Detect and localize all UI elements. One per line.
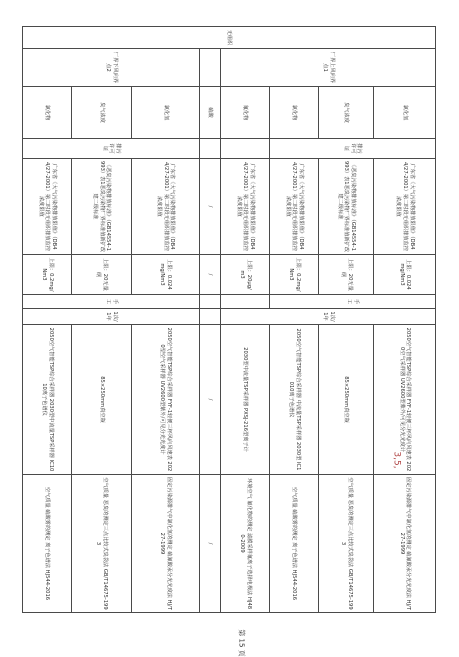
analysis-method-cell: 空气质量 硫酸雾的测定 离子色谱法 HJ544-2016: [269, 475, 318, 613]
limit-cell: 上限：20无量纲: [72, 255, 132, 295]
basis-cell: [221, 139, 270, 159]
limit-cell: 上限：20无量纲: [318, 255, 373, 295]
location-cell: 厂界下风向界点2: [23, 49, 200, 87]
method-type-cell: 手工: [269, 295, 435, 309]
category-cell: 无组织: [23, 27, 436, 49]
standard-cell: 《恶臭污染物排放标准》（GB14554-1993）表1恶臭污染物厂界标准值新扩改建二级标准: [72, 159, 132, 255]
standard-cell: /: [199, 159, 220, 255]
rotated-document-page: [22, 26, 436, 612]
location-cell: [199, 49, 220, 87]
analysis-method-cell: 空气质量 恶臭的测定三点比较式臭袋法 GB/T14675-1993: [318, 475, 373, 613]
standard-cell: 《恶臭污染物排放标准》（GB14554-1993）表1恶臭污染物厂界标准值新扩改建二级标准: [318, 159, 373, 255]
pollutant-cell: 氯化氢: [374, 87, 436, 139]
limit-cell: 上限：20μg/m3: [221, 255, 270, 295]
standard-cell: 广东省《大气污染物排放限值》（DB44/27-2001）第二时段无组织排放监控浓度限值: [23, 159, 72, 255]
standard-cell: 广东省《大气污染物排放限值》（DB44/27-2001）第二时段无组织排放监控浓度限值: [374, 159, 436, 255]
analysis-method-cell: 环境空气 氟化物的测定 滤膜采样氟离子选择电极法 HJ480-2009: [221, 475, 270, 613]
pollutant-cell: 氯化物: [269, 87, 318, 139]
table-row: [131, 27, 199, 613]
frequency-cell: 1次/1年: [23, 309, 200, 325]
analysis-method-cell: 固定污染源排气中氯化氢的测定 硫氰酸汞分光光度法 HJ/T 27-1999: [374, 475, 436, 613]
basis-cell: [199, 139, 220, 159]
instrument-cell: 85×250mm真空瓶: [72, 325, 132, 475]
location-cell: 厂界上风向界点1: [221, 49, 436, 87]
instrument-cell: 2050空气智能TSP综合采样器 FYF-1轻便三杯风向风速表 2020型空气采样器 UV2600型紫外/可见分光光度计: [131, 325, 199, 475]
method-type-cell: [199, 295, 220, 309]
pollutant-cell: 氟化物: [221, 87, 270, 139]
handwritten-mark: 3,5,: [391, 451, 402, 469]
basis-cell: 排污许可证: [23, 139, 200, 159]
basis-cell: 排污许可证: [269, 139, 435, 159]
instrument-cell: 2030型中流量TSP采样器 PXSJ-216型离子计: [221, 325, 270, 475]
analysis-method-cell: 空气质量 硫酸雾的测定 离子色谱法 HJ544-2016: [23, 475, 72, 613]
pollutant-cell: 臭气浓度: [72, 87, 132, 139]
analysis-method-cell: 固定污染源排气中氯化氢的测定 硫氰酸汞分光光度法 HJ/T 27-1999: [131, 475, 199, 613]
limit-cell: 上限：0.2mg/Nm3: [269, 255, 318, 295]
method-type-cell: 手工: [23, 295, 200, 309]
method-type-cell: [221, 295, 270, 309]
pollutant-cell: 硫酸: [199, 87, 220, 139]
analysis-method-cell: 空气质量 恶臭的测定三点比较式臭袋法 GB/T14675-1993: [72, 475, 132, 613]
instrument-cell: 2050空气智能TSP综合采样器 中流量TSP采样器 2030型 IC1010离子色谱仪: [269, 325, 318, 475]
limit-cell: 上限：0.2mg/Nm3: [23, 255, 72, 295]
frequency-cell: [199, 309, 220, 325]
table-row: [374, 27, 436, 613]
pollutant-cell: 氯化氢: [131, 87, 199, 139]
monitoring-table: [22, 26, 436, 613]
instrument-cell: 85×250mm真空瓶: [318, 325, 373, 475]
standard-cell: 广东省《大气污染物排放限值》（DB44/27-2001）第二时段无组织排放监控浓度限值: [269, 159, 318, 255]
standard-cell: 广东省《大气污染物排放限值》（DB44/27-2001）第二时段无组织排放监控浓度限值: [221, 159, 270, 255]
instrument-cell: 2050空气智能TSP综合采样器 FYF-1轻便三杯风向风速表 2020空气采样器 UV2600型紫外/可见分光光度计: [374, 325, 436, 475]
standard-cell: 广东省《大气污染物排放限值》（DB44/27-2001）第二时段无组织排放监控浓度限值: [131, 159, 199, 255]
instrument-cell: /: [199, 325, 220, 475]
table-row: [199, 27, 220, 613]
limit-cell: 上限：0.024mg/Nm3: [374, 255, 436, 295]
page-number: 第 15 页: [237, 629, 246, 657]
pollutant-cell: 臭气浓度: [318, 87, 373, 139]
pollutant-cell: 氯化物: [23, 87, 72, 139]
analysis-method-cell: /: [199, 475, 220, 613]
limit-cell: 上限：0.024mg/Nm3: [131, 255, 199, 295]
frequency-cell: 1次/1年: [221, 309, 436, 325]
limit-cell: /: [199, 255, 220, 295]
instrument-cell: 2050空气智能TSP综合采样器 2030型中流量TSP采样器 IC1010离子色谱仪: [23, 325, 72, 475]
